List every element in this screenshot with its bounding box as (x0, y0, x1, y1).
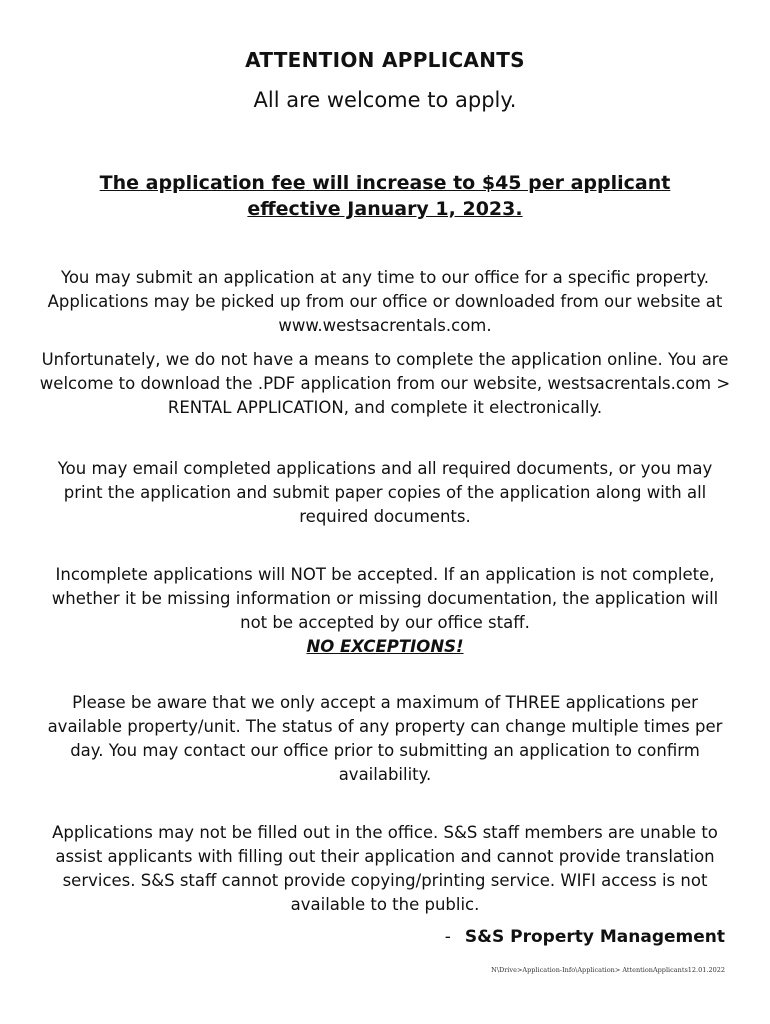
submit-paragraph: You may submit an application at any time to our office for a specific property. Applications may be picked up from our office or downloaded from our website at www.westsacrentals.com. (47, 268, 723, 335)
signature-dash: - (444, 927, 451, 947)
office-policy-paragraph: Applications may not be filled out in the office. S&S staff members are unable to assist applicants with filling out their application and cannot provide translation services. S&S staff cannot provide copying/printing service. WIFI access is not available to the public. (52, 823, 718, 914)
signature-name: S&S Property Management (464, 927, 725, 947)
email-paragraph: You may email completed applications and all required documents, or you may print the application and submit paper copies of the application along with all required documents. (57, 459, 713, 526)
incomplete-text: Incomplete applications will NOT be accepted. If an application is not complete, whether it be missing information or missing documentation, the application will not be accepted by our office staff. (51, 565, 719, 632)
page-subtitle: All are welcome to apply. (253, 88, 517, 112)
signature (445, 927, 725, 947)
footer-file-path: N\Drive>Application-Info\Application> AttentionApplicants12.01.2022 (491, 966, 725, 974)
fee-notice-line-2: effective January 1, 2023. (247, 198, 523, 220)
fee-notice-line-1: The application fee will increase to $45 per applicant (99, 172, 671, 194)
incomplete-paragraph (36, 563, 734, 659)
page-title: ATTENTION APPLICANTS (245, 48, 525, 72)
maximum-applications-paragraph: Please be aware that we only accept a maximum of THREE applications per available property/unit. The status of any property can change multiple times per day. You may contact our office prior to submitting an application to confirm availability. (47, 693, 723, 784)
online-paragraph: Unfortunately, we do not have a means to complete the application online. You are welcome to download the .PDF application from our website, westsacrentals.com > RENTAL APPLICATION, and complete it electronically. (39, 350, 731, 417)
fee-increase-notice (40, 170, 730, 222)
no-exceptions-text: NO EXCEPTIONS! (306, 637, 464, 656)
